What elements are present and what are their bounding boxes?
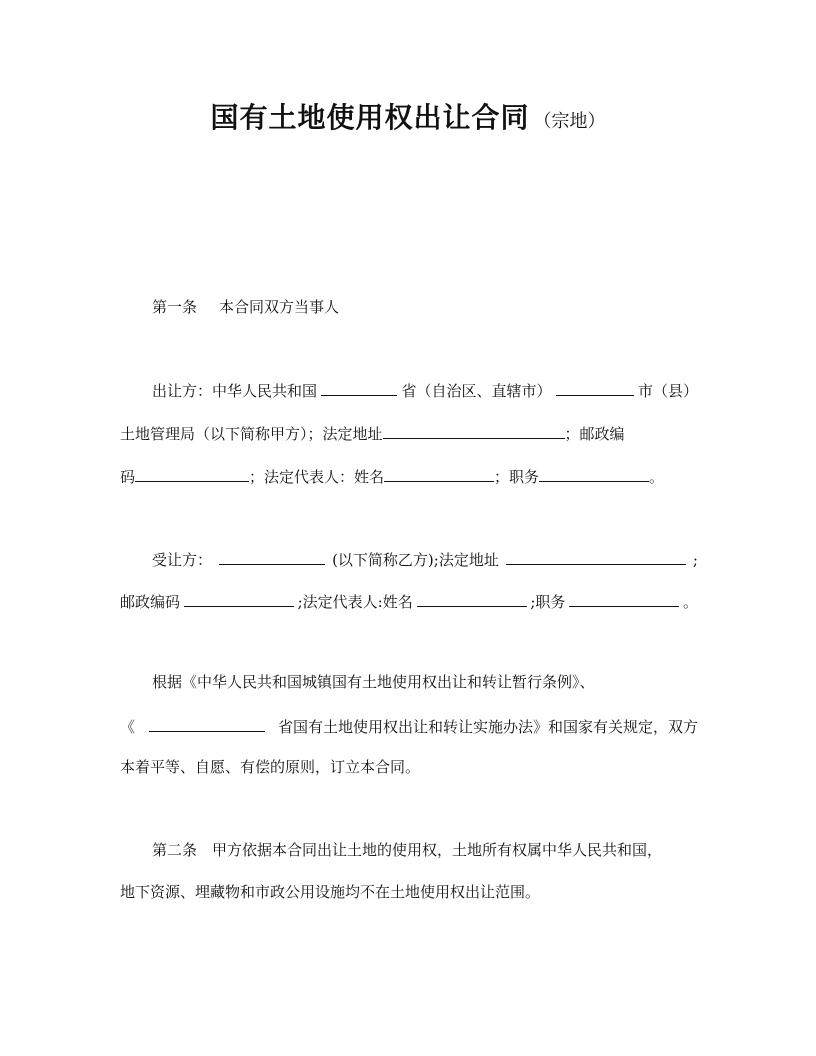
party-a-text-3a: 码 [120,468,136,486]
party-b-text-2d: 。 [682,593,698,611]
province-blank[interactable] [321,379,397,396]
party-a-position-blank[interactable] [539,465,649,482]
basis-line-1: 根据《中华人民共和国城镇国有土地使用权出让和转让暂行条例》、 [152,673,595,691]
party-a-text-1c: 市（县） [637,382,698,400]
party-b-text-2b: ;法定代表人:姓名 [297,593,413,611]
party-a-line-3 [120,465,680,487]
party-b-text-1a: 受让方： [152,551,213,569]
city-blank[interactable] [556,379,634,396]
article2-line-1: 第二条 甲方依据本合同出让土地的使用权，土地所有权属中华人民共和国， [152,841,663,859]
party-a-postcode-blank[interactable] [135,465,249,482]
party-a-rep-name-blank[interactable] [384,465,494,482]
article1-label: 第一条 [152,298,198,316]
article2-line-2: 地下资源、埋藏物和市政公用设施均不在土地使用权出让范围。 [120,883,541,901]
party-b-text-1b: (以下简称乙方);法定地址 [332,551,499,569]
party-a-text-3d: 。 [649,468,665,486]
basis-line-3: 本着平等、自愿、有偿的原则，订立本合同。 [120,758,421,776]
party-b-address-blank[interactable] [506,548,686,565]
party-a-address-blank[interactable] [383,422,565,439]
basis-text-2a: 《 [120,718,136,736]
party-a-text-2a: 土地管理局（以下简称甲方）；法定地址 [120,425,383,443]
basis-province-blank[interactable] [149,715,265,732]
party-b-line-1 [152,548,698,570]
party-a-line-1 [152,379,698,401]
basis-line-2 [120,715,698,737]
party-a-text-2b: ；邮政编 [564,425,625,443]
party-a-text-1b: 省（自治区、直辖市） [401,382,552,400]
party-b-line-2 [120,590,698,612]
party-b-position-blank[interactable] [569,590,679,607]
party-b-rep-name-blank[interactable] [417,590,527,607]
party-a-text-3c: ；职务 [494,468,540,486]
article1-heading: 本合同双方当事人 [219,298,340,316]
party-a-text-1a: 出让方：中华人民共和国 [152,382,318,400]
party-b-postcode-blank[interactable] [184,590,294,607]
party-b-text-1c: ; [692,551,698,569]
party-b-name-blank[interactable] [219,548,325,565]
title-sub: （宗地） [533,111,606,132]
article1-heading-line [152,297,698,317]
party-b-text-2c: ;职务 [530,593,566,611]
party-a-line-2 [120,422,660,444]
party-a-text-3b: ；法定代表人：姓名 [249,468,385,486]
title-main: 国有土地使用权出让合同 [210,101,530,134]
document-title [0,96,816,136]
basis-text-2b: 省国有土地使用权出让和转让实施办法》和国家有关规定，双方 [277,718,698,736]
party-b-text-2a: 邮政编码 [120,593,181,611]
